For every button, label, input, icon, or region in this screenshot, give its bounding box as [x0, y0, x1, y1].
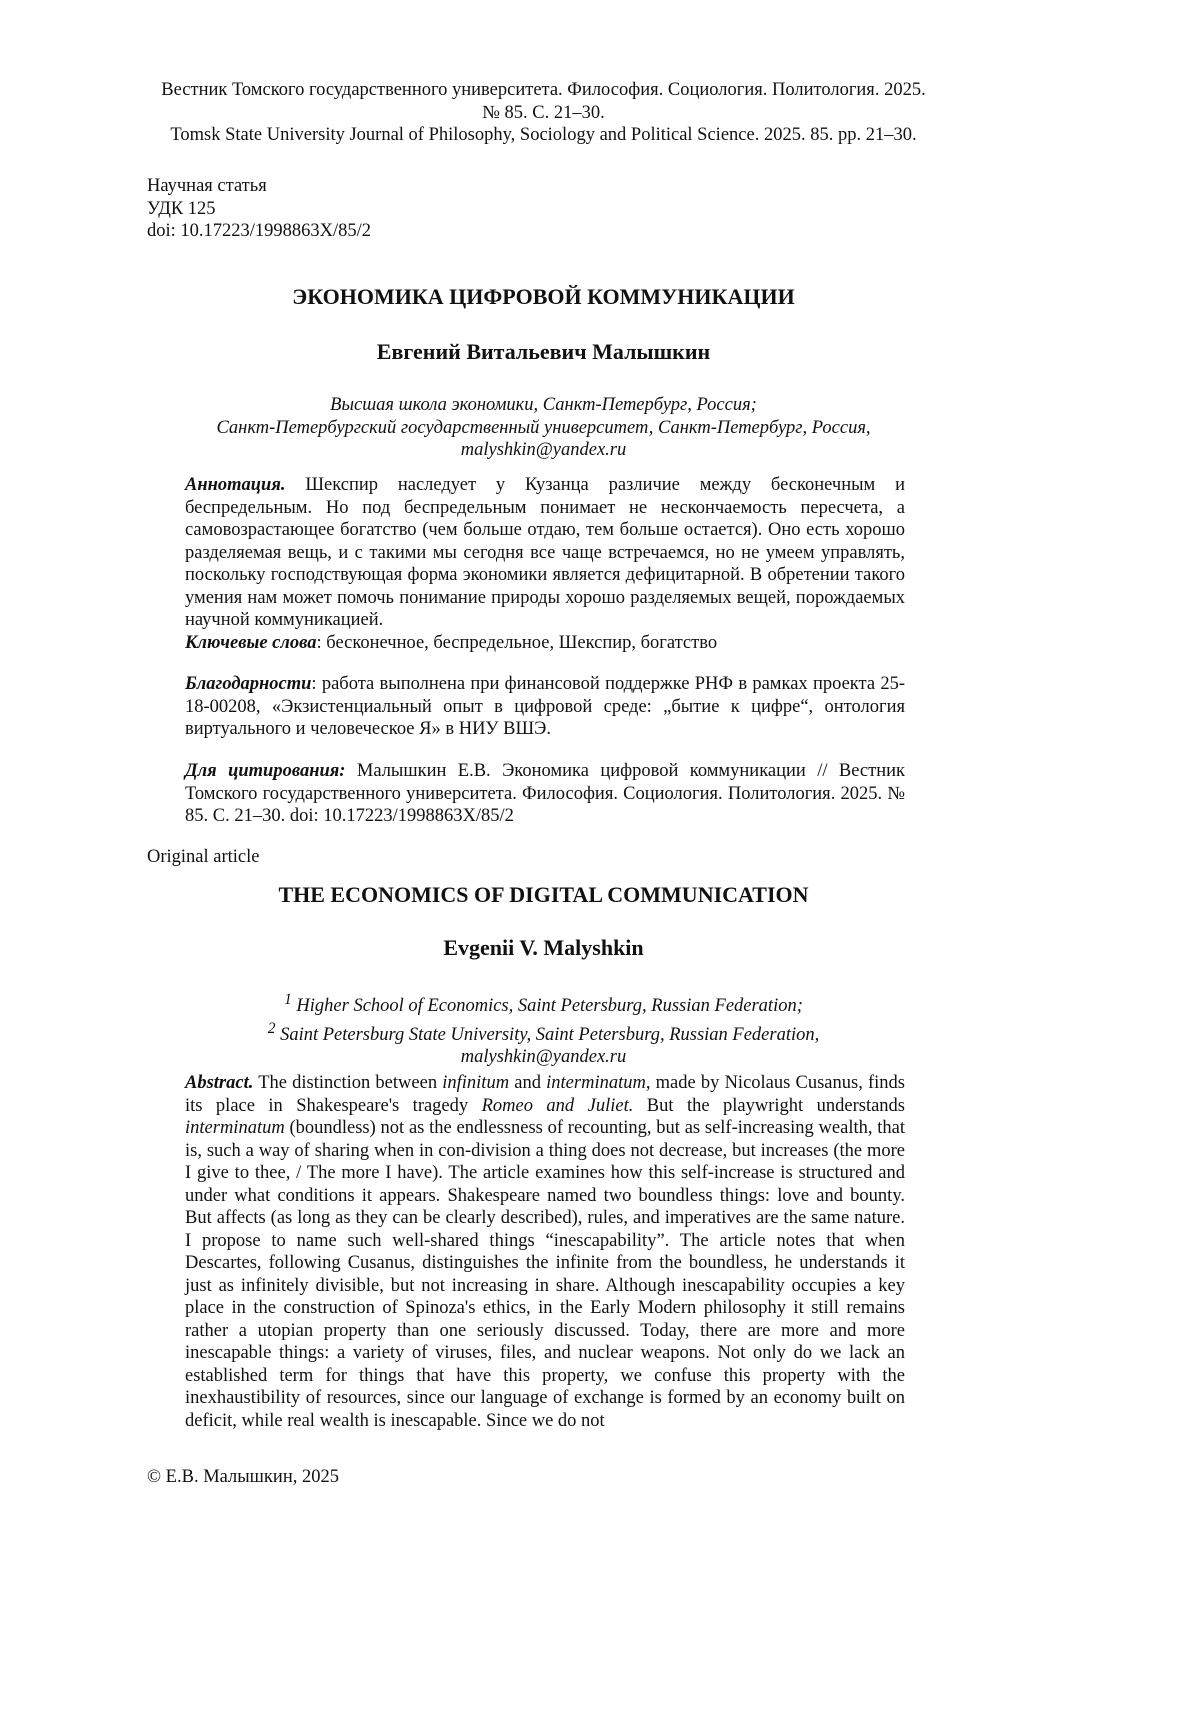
doi: doi: 10.17223/1998863X/85/2 [147, 221, 372, 241]
affiliation-ru-1: Высшая школа экономики, Санкт-Петербург, Россия; [330, 395, 757, 415]
affiliation-sup-1: 1 [284, 991, 292, 1008]
article-meta [147, 175, 371, 243]
keywords-text: : бесконечное, беспредельное, Шекспир, богатство [316, 632, 718, 653]
copyright: © Е.В. Малышкин, 2025 [147, 1467, 339, 1487]
affiliation-sup-2: 2 [267, 1019, 276, 1037]
author-ru: Евгений Витальевич Малышкин [376, 339, 711, 364]
citation-ru [185, 760, 905, 828]
ack-text: : работа выполнена при финансовой поддержке РНФ в рамках проекта 25-18-00208, «Экзистенциальный опыт в цифровой среде: „бытие к цифре“, онтология виртуального и человеческое Я» в НИУ ВШЭ. [185, 674, 905, 739]
email-ru: malyshkin@yandex.ru [460, 440, 627, 460]
abstract-work-title: Romeo and Juliet. [481, 1095, 634, 1116]
udc-code: УДК 125 [147, 198, 216, 219]
abstract-text: The distinction between [253, 1073, 443, 1093]
abstract-text: and [509, 1073, 547, 1093]
affiliation-en-1-text: Higher School of Economics, Saint Petersburg, Russian Federation; [291, 996, 803, 1017]
abstract-term: interminatum [546, 1073, 646, 1093]
acknowledgments-ru [185, 673, 905, 741]
abstract-term: interminatum [185, 1118, 285, 1138]
affiliation-en [147, 989, 940, 1069]
title-en: THE ECONOMICS OF DIGITAL COMMUNICATION [278, 882, 809, 907]
cite-label: Для цитирования: [185, 761, 346, 781]
title-ru: ЭКОНОМИКА ЦИФРОВОЙ КОММУНИКАЦИИ [292, 284, 795, 309]
abstract-text: (boundless) not as the endlessness of recounting, but as self-increasing wealth, that is, such a way of sharing when in con-division a thing does not decrease, but increases (the more I give to thee, / The more I have). The article examines how this self-increase is structured and under what conditions it appears. Shakespeare named two boundless things: love and bounty. But affects (as long as they can be clearly described), rules, and imperatives are the same nature. I propose to name such well-shared things “inescapability”. The article notes that when Descartes, following Cusanus, distinguishes the infinite from the boundless, he understands it just as infinitely divisible, but not increasing in share. Although inescapability occupies a key place in the construction of Spinoza's ethics, in the Early Modern philosophy it still remains rather a utopian property than one seriously discussed. Today, there are more and more inescapable things: a variety of viruses, files, and nuclear weapons. Not only do we lack an established term for things that have this property, we confuse this property with the inexhaustibility of resources, since our language of exchange is formed by an economy built on deficit, while real wealth is inescapable. Since we do not [185, 1118, 905, 1431]
journal-header [147, 79, 940, 147]
author-en: Evgenii V. Malyshkin [443, 935, 644, 960]
affiliation-en-2 [147, 1018, 940, 1047]
journal-header-ru: Вестник Томского государственного университета. Философия. Социология. Политология. 2025. [161, 80, 926, 100]
article-type-en: Original article [147, 847, 260, 867]
abstract-text: But the playwright understands [633, 1095, 906, 1116]
abstract-term: infinitum [442, 1073, 510, 1093]
affiliation-en-2-text: Saint Petersburg State University, Saint Petersburg, Russian Federation, [275, 1024, 820, 1045]
annotation-text: Шекспир наследует у Кузанца различие между бесконечным и беспредельным. Но под беспредельным понимает не нескончаемость пересчета, а самовозрастающее богатство (чем больше отдаю, тем больше остается). Оно есть хорошо разделяемая вещь, и с такими мы сегодня все чаще встречаемся, но не умеем управлять, поскольку господствующая форма экономики является дефицитарной. В обретении такого умения нам может помочь понимание природы хорошо разделяемых вещей, порождаемых научной коммуникацией. [185, 475, 905, 630]
affiliation-ru [147, 394, 940, 462]
abstract-label: Abstract. [185, 1073, 254, 1093]
journal-header-en: Tomsk State University Journal of Philosophy, Sociology and Political Science. 2025. 85. pp. 21–30. [170, 125, 917, 145]
journal-header-issue: № 85. С. 21–30. [482, 102, 605, 123]
annotation-label: Аннотация. [185, 475, 286, 495]
cite-text: Малышкин Е.В. Экономика цифровой коммуникации // Вестник Томского государственного университета. Философия. Социология. Политология. 2025. № 85. С. 21–30. doi: 10.17223/1998863X/85/2 [185, 761, 905, 826]
keywords-label: Ключевые слова [185, 632, 317, 653]
email-en: malyshkin@yandex.ru [460, 1047, 627, 1068]
affiliation-ru-2: Санкт-Петербургский государственный университет, Санкт-Петербург, Россия, [216, 417, 871, 438]
annotation-ru [185, 474, 905, 654]
affiliation-en-1 [147, 989, 940, 1018]
ack-label: Благодарности [185, 674, 312, 694]
article-type: Научная статья [147, 176, 267, 196]
abstract-en [185, 1072, 905, 1432]
abstract-text: , made by Nicolaus Cusanus, finds its place in Shakespeare's tragedy [185, 1073, 906, 1116]
